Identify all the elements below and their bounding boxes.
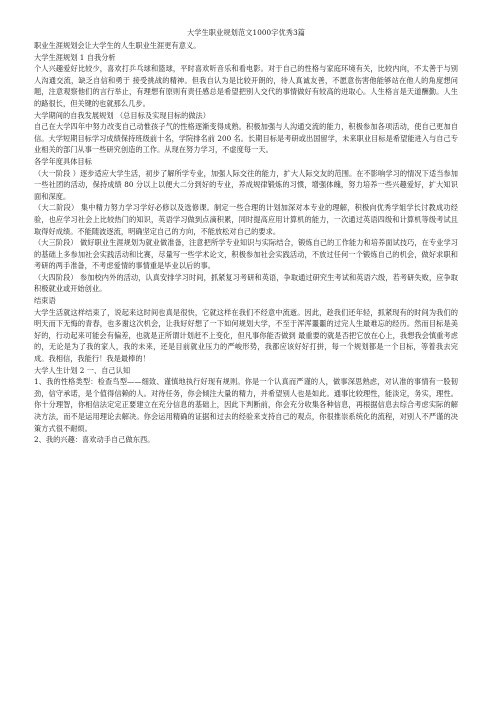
document-page: [34, 28, 458, 446]
paragraph: 1、我的性格类型：检查鸟型——细致、谨慎地执行好现有规则。你是一个认真而严谨的人，做事深思熟虑，对认准的事情有一股韧劲，信守承诺，是个值得信赖的人。对待任务，你会倾注大量的精力，并希望别人也是如此。通事比较理性，能淡定，务实，理性。你十分理智，你相信法定定正要建立在充分信息的基础上，因此下判断前，你会充分收集各种信息，再根据信息去综合考虑实际的解决方法，而不是运用理论去解决。你会运用精确的证据和过去的经验来支持自己的观点，你很推崇系统化的流程，对别人不严谨的决策方式很不耐烦。: [34, 377, 458, 433]
paragraph: 个人兴趣爱好比较少，喜欢打乒乓球和篮球，平时喜欢听音乐和看电影。对于自己的性格与家庭环境有关，比较内向，不太善于与别人沟通交流，缺乏自信和勇于 接受挑战的精神。但我自认为是比较开朗的，待人真诚友善，不愿意伤害他能够站在他人的角度想问题，注意观察他们的言行举止，有理想有原则有责任感总是希望把别人交代的事情做好有较高的进取心。人生格言是天道酬勤。人生的路很长，但关键的也就那么几步。: [34, 64, 458, 108]
section-heading: 大学期间的自我发展规划 （总目标及实现目标的做法）: [34, 110, 211, 120]
paragraph-line: 2、我的兴趣：喜欢动手自己做东西。: [34, 435, 155, 445]
paragraph: （大四阶段） 参加校内外的活动，认真安排学习时间，抓紧复习考研和英语，争取通过研究生考试和英语六级，若考研失败，应争取积极就业或开始创业。: [34, 272, 458, 294]
section-heading: 结束语: [34, 296, 56, 306]
section-heading: 大学生涯规划 1 自我分析: [34, 52, 116, 62]
paragraph: 大学生活就这样结束了，说起来这时间也真是很快，它就这样在我们不经意中流逝。因此，趁我们还年轻，抓紧现有的时间为我们的明天而下无悔的青春，也多谢这次机会，让我好好想了一下如何规划大学，不至于浑浑噩噩的过完人生最难忘的经历。然而目标是美好的，行动起来可能会有偏差，也就是正所谓计划赶不上变化，但凡事你能否做到 最重要的就是否把它放在心上，我想我会慎重考虑的，无论是为了我的家人，我的未来，还是目前就业压力的严峻形势，我都应该好好打拼，每一个规划都是一个目标，等着我去完成。我相信，我能行！我是最棒的！: [34, 307, 458, 364]
intro-line: 职业生涯规划会让大学生的人生职业生涯更有意义。: [34, 41, 201, 50]
paragraph: （大三阶段） 做好职业生涯规划为就业做准备，注意把所学专业知识与实际结合，锻炼自己的工作能力和培养面试技巧，在专业学习的基础上多参加社会实践活动和比赛，尽量写一些学术论文，积极参加社会实践活动，不放过任何一个锻炼自己的机会，做好求职和考研的两手准备，不考虑爱情的事情重是毕业以后的事。: [34, 238, 458, 271]
section-heading: 各学年度具体目标: [34, 156, 92, 166]
paragraph: （大二阶段） 集中精力努力学习学好必修以及选修课。制定一些合理的计划加深对本专业的理解，积极向优秀学姐学长讨教成功经验，也应学习社会上比较热门的知识，英语学习做到点滴积累，同时提高应用计算机的能力，一次通过英语四级和计算机等级考试且取得好成绩。不能随波逐流，明确坚定自己的方向，不能放松对自己的要求。: [34, 203, 458, 236]
paragraph: （大一阶段 ）逐步适应大学生活，初步了解所学专业，加强人际交往的能力，扩大人际交友的范围。在不影响学习的情况下适当参加一些社团的活动，保持成绩 80 分以上以便大二分到好的专业，养成规律锻炼的习惯，增强体魄，努力培养一些兴趣爱好，扩大知识面和深度。: [34, 168, 458, 201]
section-heading: 大学人生计划 2 一、自己认知: [34, 365, 131, 375]
document-title: 大学生职业规划范文1000字优秀3篇: [186, 28, 306, 37]
paragraph: 自己在大学四年中努力改变自己动惟孩子气的性格逐渐变得成熟。积极加强与人沟通交流的能力，积极参加各项活动，使自己更加自信。大学短期目标学习成绩保持班级前十名，学院排名前 200 名。长期目标是考研或出国留学，未来职业目标是希望能进入与自己专业相关的部门从事一些研究创造的工作。从现在努力学习，不虚度每一天。: [34, 122, 458, 155]
